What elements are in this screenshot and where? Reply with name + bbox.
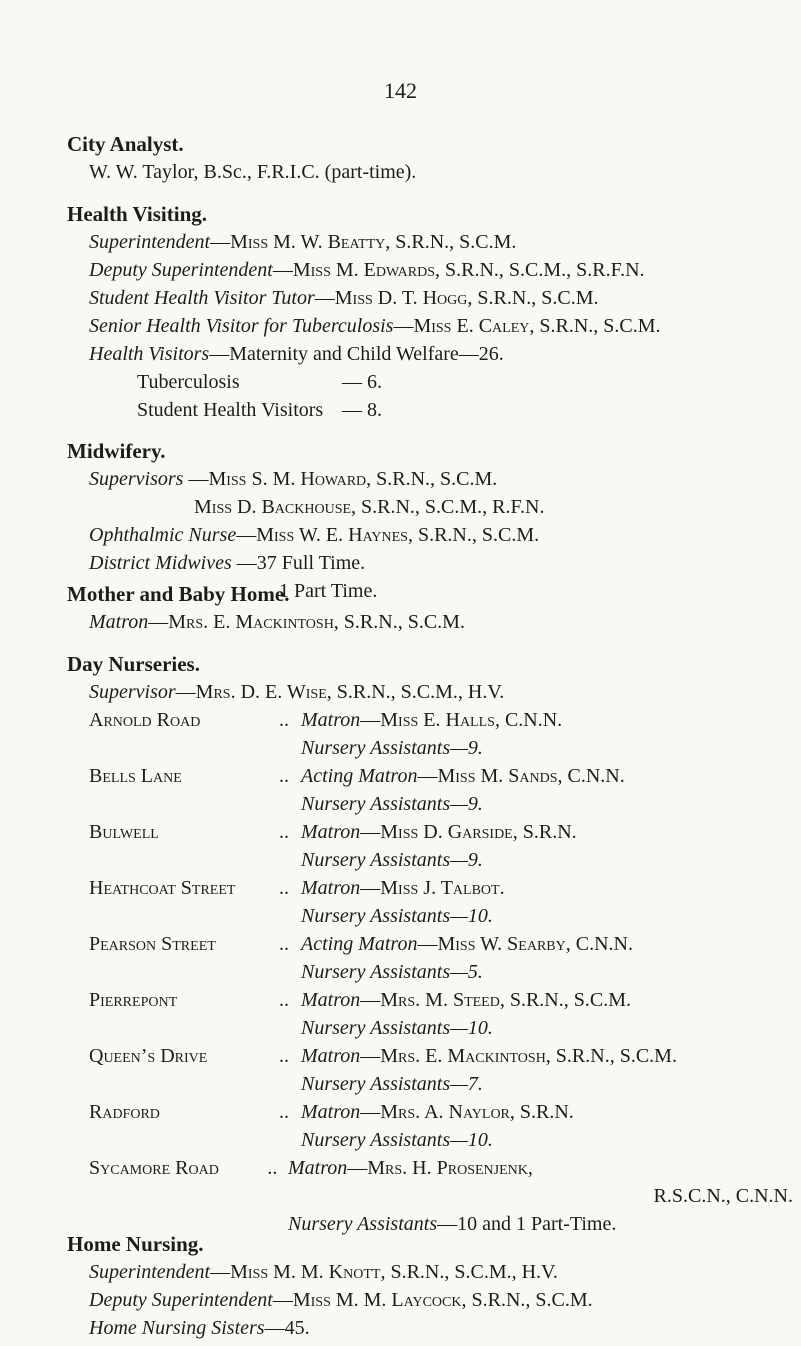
midwifery-heading: Midwifery.	[67, 439, 166, 463]
nursery-heathcoat-street: Heathcoat Street .. Matron—Miss J. Talbot. Nursery Assistants—10.	[89, 877, 505, 927]
dn-supervisor: Supervisor—Mrs. D. E. Wise, S.R.N., S.C.M., H.V.	[89, 681, 505, 703]
nursery-bells-lane: Bells Lane .. Acting Matron—Miss M. Sands, C.N.N. Nursery Assistants—9.	[89, 765, 625, 815]
nursery-sycamore-road: Sycamore Road .. Matron—Mrs. H. Prosenjenk, R.S.C.N., C.N.N. Nursery Assistants—10 and 1 Part-Time.	[89, 1157, 793, 1235]
hv-health-visitors: Health Visitors—Maternity and Child Welfare—26.	[89, 343, 504, 365]
mother-baby-heading: Mother and Baby Home.	[67, 582, 290, 606]
nursery-radford: Radford .. Matron—Mrs. A. Naylor, S.R.N. Nursery Assistants—10.	[89, 1101, 574, 1151]
city-analyst-heading: City Analyst.	[67, 132, 184, 156]
mw-district-1: District Midwives —37 Full Time.	[89, 552, 366, 574]
nursery-queens-drive: Queen’s Drive .. Matron—Mrs. E. Mackintosh, S.R.N., S.C.M. Nursery Assistants—7.	[89, 1045, 677, 1095]
mw-ophthalmic: Ophthalmic Nurse—Miss W. E. Haynes, S.R.N., S.C.M.	[89, 524, 540, 546]
hv-student-visitors: Student Health Visitors — 8.	[137, 399, 382, 421]
mw-supervisor-2: Miss D. Backhouse, S.R.N., S.C.M., R.F.N.	[194, 496, 545, 518]
hv-senior-tb: Senior Health Visitor for Tuberculosis—Miss E. Caley, S.R.N., S.C.M.	[89, 315, 661, 337]
hv-superintendent: Superintendent—Miss M. W. Beatty, S.R.N., S.C.M.	[89, 231, 517, 253]
mother-baby-matron: Matron—Mrs. E. Mackintosh, S.R.N., S.C.M.	[89, 611, 465, 633]
day-nurseries-section	[67, 650, 793, 1238]
page-number: 142	[384, 78, 417, 103]
home-nursing-heading: Home Nursing.	[67, 1232, 204, 1256]
mw-supervisor-1: Supervisors —Miss S. M. Howard, S.R.N., S.C.M.	[89, 468, 498, 490]
nursery-pierrepont: Pierrepont .. Matron—Mrs. M. Steed, S.R.N., S.C.M. Nursery Assistants—10.	[89, 989, 631, 1039]
mw-district-2: 1 Part Time.	[279, 580, 378, 602]
city-analyst-section	[67, 130, 793, 186]
hn-deputy-superintendent: Deputy Superintendent—Miss M. M. Laycock, S.R.N., S.C.M.	[89, 1289, 593, 1311]
city-analyst-line: W. W. Taylor, B.Sc., F.R.I.C. (part-time).	[89, 161, 417, 183]
hv-deputy-superintendent: Deputy Superintendent—Miss M. Edwards, S.R.N., S.C.M., S.R.F.N.	[89, 259, 645, 281]
hn-nursing-sisters: Home Nursing Sisters—45.	[89, 1317, 310, 1339]
nursery-bulwell: Bulwell .. Matron—Miss D. Garside, S.R.N. Nursery Assistants—9.	[89, 821, 577, 871]
health-visiting-heading: Health Visiting.	[67, 202, 208, 226]
nursery-pearson-street: Pearson Street .. Acting Matron—Miss W. Searby, C.N.N. Nursery Assistants—5.	[89, 933, 633, 983]
day-nurseries-heading: Day Nurseries.	[67, 652, 200, 676]
nursery-arnold-road: Arnold Road .. Matron—Miss E. Halls, C.N.N. Nursery Assistants—9.	[89, 709, 563, 759]
hn-superintendent: Superintendent—Miss M. M. Knott, S.R.N., S.C.M., H.V.	[89, 1261, 558, 1283]
health-visiting-section	[67, 200, 793, 424]
hv-tuberculosis: Tuberculosis — 6.	[137, 371, 382, 393]
home-nursing-section	[67, 1230, 793, 1342]
hv-student-tutor: Student Health Visitor Tutor—Miss D. T. Hogg, S.R.N., S.C.M.	[89, 287, 599, 309]
mother-baby-section	[67, 580, 793, 636]
